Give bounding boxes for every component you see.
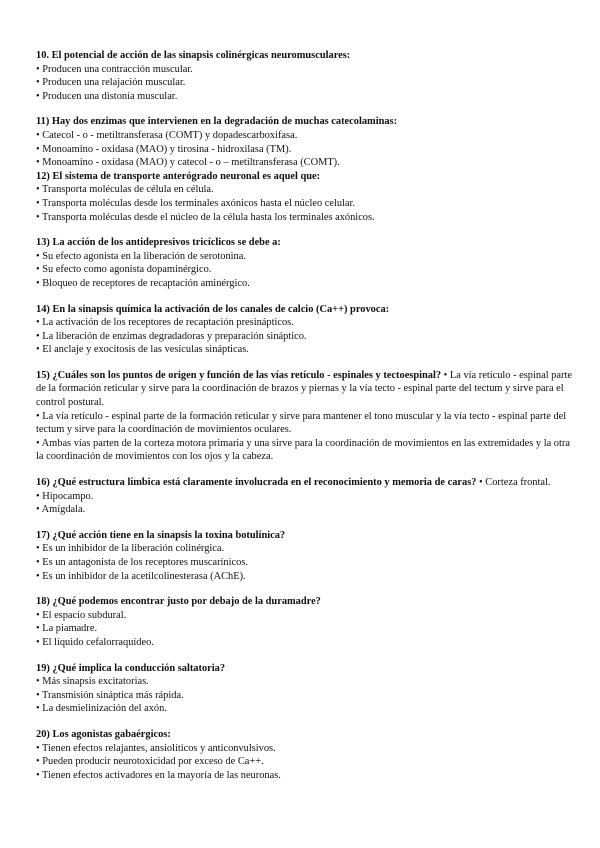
answer-option: • Monoamino - oxidasa (MAO) y tirosina - hidroxilasa (TM).	[36, 143, 292, 155]
answer-option: • Transporta moléculas de célula en célula.	[36, 184, 214, 196]
answer-option: • La liberación de enzimas degradadoras y preparación sináptico.	[36, 330, 307, 342]
answer-option: • Su efecto agonista en la liberación de serotonina.	[36, 250, 246, 262]
question-17	[36, 529, 576, 583]
answer-option: • Monoamino - oxidasa (MAO) y catecol - o – metiltransferasa (COMT).	[36, 157, 340, 169]
question-title: 19) ¿Qué implica la conducción saltatoria?	[36, 662, 226, 674]
question-title: 14) En la sinapsis química la activación de los canales de calcio (Ca++) provoca:	[36, 303, 390, 315]
question-16	[36, 476, 576, 517]
answer-option: • Catecol - o - metiltransferasa (COMT) y dopadescarboxifasa.	[36, 129, 298, 141]
question-15	[36, 369, 576, 464]
answer-option: • El anclaje y exocitosis de las vesículas sinápticas.	[36, 344, 249, 356]
answer-option: • Transmisión sináptica más rápida.	[36, 689, 184, 701]
answer-option: • Producen una distonía muscular.	[36, 90, 178, 102]
answer-option: • Tienen efectos activadores en la mayoría de las neuronas.	[36, 769, 281, 781]
question-10	[36, 49, 576, 103]
question-title: 15) ¿Cuáles son los puntos de origen y función de las vías retículo - espinales y tectoespinal?	[36, 369, 442, 381]
question-20	[36, 728, 576, 782]
answer-option: • Su efecto como agonista dopaminérgico.	[36, 264, 212, 276]
question-block	[36, 476, 576, 490]
answer-option: • La desmielinización del axón.	[36, 703, 167, 715]
answer-option: • Amígdala.	[36, 504, 86, 516]
answer-option: • Transporta moléculas desde el núcleo de la célula hasta los terminales axónicos.	[36, 211, 375, 223]
answer-option: • La vía retículo - espinal parte de la formación reticular y sirve para la coordinación de brazos y piernas y la vía tecto - espinal parte del tectum y sirve para el control postural.	[36, 369, 572, 409]
answer-option: • Es un inhibidor de la acetilcolinesterasa (AChE).	[36, 570, 246, 582]
answer-option: • Más sinapsis excitatorias.	[36, 676, 149, 688]
question-title: 18) ¿Qué podemos encontrar justo por debajo de la duramadre?	[36, 596, 321, 608]
answer-option: • Ambas vías parten de la corteza motora primaria y una sirve para la coordinación de movimientos en las extremidades y la otra la coordinación de movimientos con los ojos y la cabeza.	[36, 437, 570, 463]
answer-option: • Transporta moléculas desde los terminales axónicos hasta el núcleo celular.	[36, 197, 356, 209]
answer-option: • Hipocampo.	[36, 490, 94, 502]
question-block	[36, 369, 576, 410]
answer-option: • Pueden producir neurotoxicidad por exceso de Ca++.	[36, 756, 264, 768]
answer-option: • El espacio subdural.	[36, 609, 127, 621]
answer-option: • Corteza frontal.	[476, 477, 551, 489]
question-title: 20) Los agonistas gabaérgicos:	[36, 728, 171, 740]
question-title: 11) Hay dos enzimas que intervienen en la degradación de muchas catecolaminas:	[36, 116, 398, 128]
question-13	[36, 236, 576, 290]
answer-option: • La vía retículo - espinal parte de la formación reticular y sirve para mantener el tono muscular y la vía tecto - espinal parte del tectum y sirve para la coordinación de movimientos oculares.	[36, 410, 567, 436]
question-title: 12) El sistema de transporte anterógrado neuronal es aquel que:	[36, 170, 321, 182]
answer-option: • La piamadre.	[36, 623, 98, 635]
question-title: 10. El potencial de acción de las sinapsis colinérgicas neuromusculares:	[36, 50, 351, 61]
answer-option: • El líquido cefalorraquídeo.	[36, 636, 154, 648]
answer-option: • Es un inhibidor de la liberación colinérgica.	[36, 543, 225, 555]
answer-option: • Es un antagonista de los receptores muscarínicos.	[36, 557, 248, 568]
question-title: 13) La acción de los antidepresivos tricíclicos se debe a:	[36, 237, 281, 249]
question-11	[36, 115, 576, 169]
question-19	[36, 662, 576, 716]
question-title: 16) ¿Qué estructura límbica está claramente involucrada en el reconocimiento y memoria de caras?	[36, 477, 477, 489]
answer-option: • Producen una relajación muscular.	[36, 77, 186, 89]
question-list	[36, 49, 576, 782]
answer-option: • La activación de los receptores de recaptación presinápticos.	[36, 317, 294, 329]
answer-option: • Bloqueo de receptores de recaptación aminérgico.	[36, 277, 250, 289]
question-18	[36, 595, 576, 649]
question-12	[36, 170, 576, 224]
answer-option: • Tienen efectos relajantes, ansiolíticos y anticonvulsivos.	[36, 742, 276, 754]
question-title: 17) ¿Qué acción tiene en la sinapsis la toxina botulínica?	[36, 529, 286, 541]
question-14	[36, 303, 576, 357]
answer-option: • Producen una contracción muscular.	[36, 63, 193, 75]
